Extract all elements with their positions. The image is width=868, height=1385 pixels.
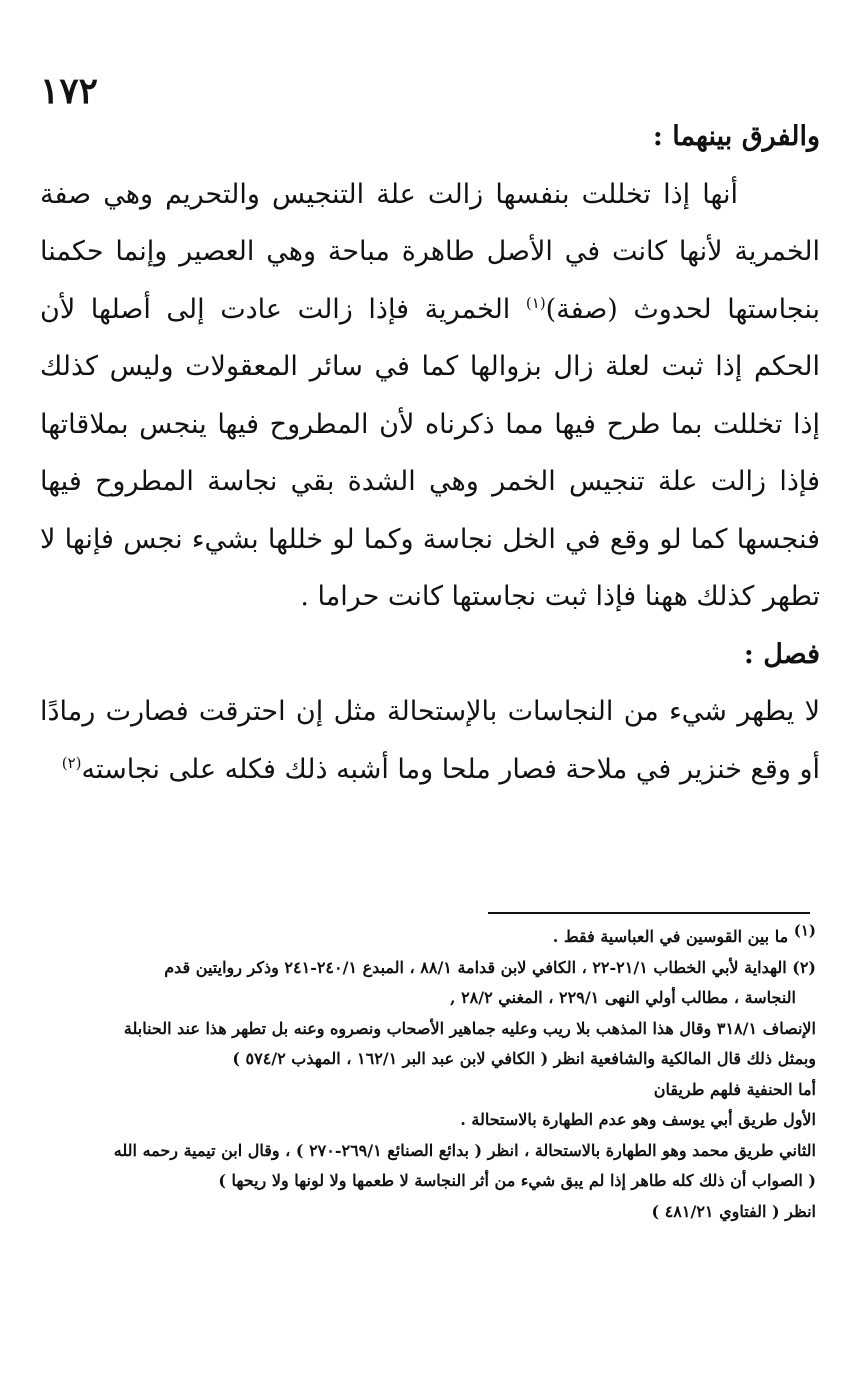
footnote-2-line: وبمثل ذلك قال المالكية والشافعية انظر ( الكافي لابن عبد البر ١٦٢/١ ، المهذب ٥٧٤/٢ )	[232, 1049, 816, 1068]
paragraph-difference	[40, 166, 820, 626]
paragraph-fasl-text: لا يطهر شيء من النجاسات بالإستحالة مثل إن احترقت فصارت رمادًا أو وقع خنزير في ملاحة فصار ملحا وما أشبه ذلك فكله على نجاسته	[40, 696, 820, 785]
footnote-2-line: الثاني طريق محمد وهو الطهارة بالاستحالة ، انظر ( بدائع الصنائع ٢٦٩/١-٢٧٠ ) ، وقال ابن تيمية رحمه الله	[113, 1140, 816, 1160]
paragraph-difference-part2: الخمرية فإذا زالت عادت إلى أصلها لأن الحكم إذا ثبت لعلة زال بزوالها كما في سائر المعقولات وليس كذلك إذا تخللت بما طرح فيها مما ذكرناه لأن المطروح فيها ينجس بملاقاتها فإذا زالت علة تنجيس الخمر وهي الشدة بقي نجاسة المطروح فيها فنجسها كما لو وقع في الخل نجاسة وكما لو خللها بشيء نجس فإنها لا تطهر كذلك ههنا فإذا ثبت نجاستها كانت حراما .	[40, 293, 820, 612]
footnote-2-line: أما الحنفية فلهم طريقان	[653, 1079, 816, 1099]
footnote-1-text: ما بين القوسين في العباسية فقط .	[552, 927, 794, 946]
footnote-divider	[488, 912, 810, 914]
section-heading-difference: والفرق بينهما :	[652, 121, 820, 152]
footnote-2-line: (٢) الهداية لأبي الخطاب ٢١/١-٢٢ ، الكافي لابن قدامة ٨٨/١ ، المبدع ٢٤٠/١-٢٤١ وذكر روايتين قدم	[164, 957, 816, 977]
footnote-ref-1[interactable]: (١)	[525, 293, 546, 312]
footnote-2-line: الأول طريق أبي يوسف وهو عدم الطهارة بالاستحالة .	[460, 1110, 816, 1129]
footnote-2-line: الإنصاف ٣١٨/١ وقال هذا المذهب بلا ريب وعليه جماهير الأصحاب ونصروه وعنه بل تطهر هذا عند الحنابلة	[123, 1018, 816, 1038]
footnote-2-line: النجاسة ، مطالب أولي النهى ٢٢٩/١ ، المغني ٢٨/٢ ,	[449, 988, 796, 1007]
footnote-1	[44, 922, 816, 953]
footnotes	[44, 922, 816, 1227]
section-heading-fasl: فصل :	[743, 638, 820, 670]
paragraph-fasl	[40, 683, 820, 798]
footnote-ref-2[interactable]: (٢)	[61, 753, 82, 772]
page-number: ١٧٢	[40, 70, 99, 112]
footnote-2-line: انظر ( الفتاوي ٤٨١/٢١ )	[651, 1201, 816, 1221]
footnote-1-marker: (١)	[793, 921, 816, 940]
paragraph-difference-part1: أنها إذا تخللت بنفسها زالت علة التنجيس والتحريم وهي صفة الخمرية لأنها كانت في الأصل طاهرة مباحة وهي العصير وإنما حكمنا بنجاستها لحدوث (صفة)	[40, 178, 820, 325]
footnote-2-line: ( الصواب أن ذلك كله طاهر إذا لم يبق شيء من أثر النجاسة لا طعمها ولا لونها ولا ريحها )	[218, 1171, 816, 1190]
main-text	[40, 108, 820, 798]
